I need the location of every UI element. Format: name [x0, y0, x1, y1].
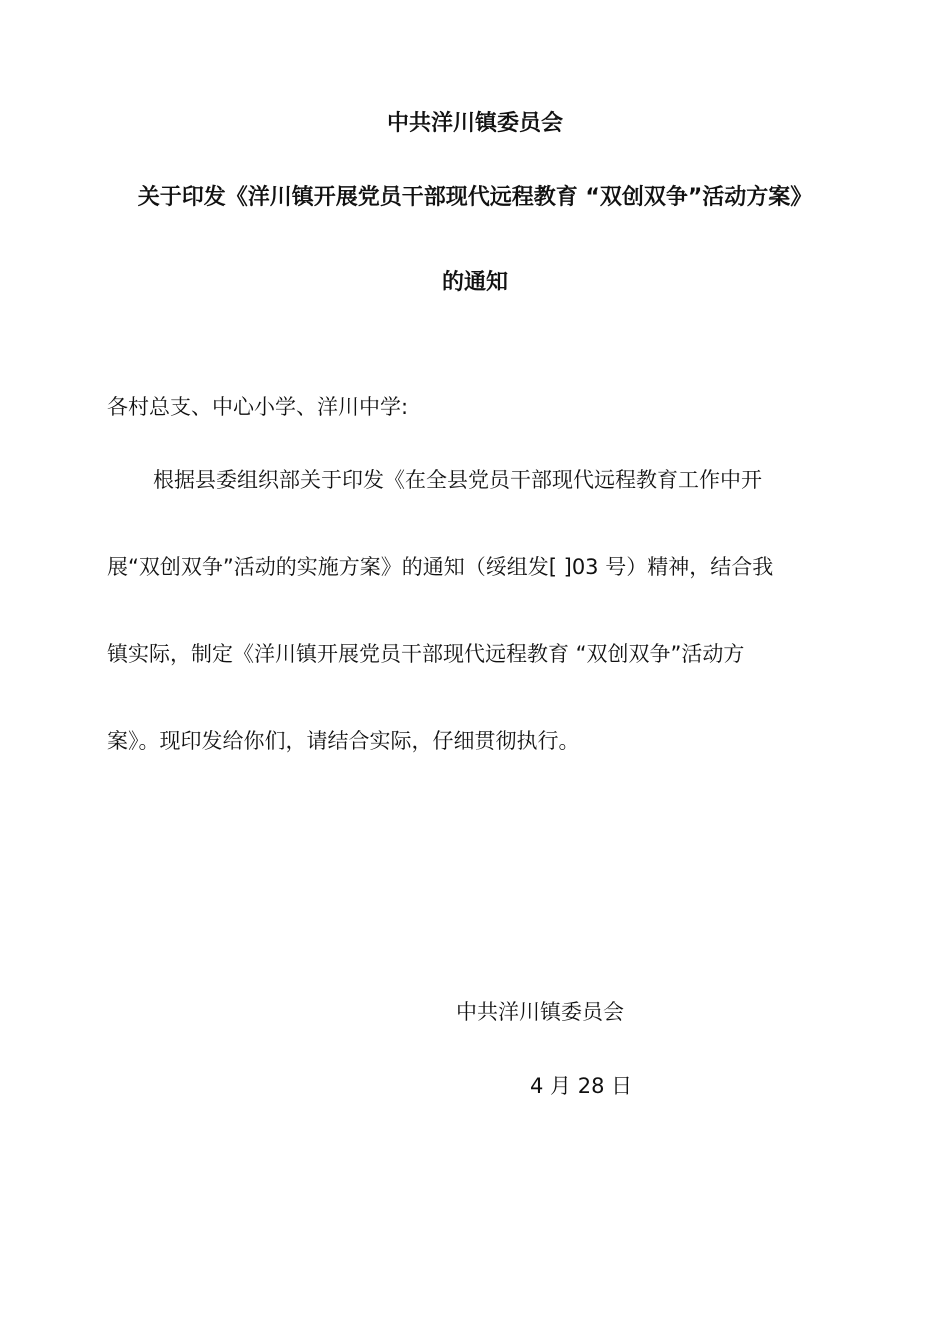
salutation: 各村总支、中心小学、洋川中学: — [107, 395, 409, 419]
document-title-line-1: 中共洋川镇委员会 — [386, 111, 563, 136]
body-line: 展“双创双争”活动的实施方案》的通知（绥组发[ ]03 号）精神，结合我 — [107, 555, 774, 579]
signature: 中共洋川镇委员会 — [456, 1000, 624, 1024]
body-line: 根据县委组织部关于印发《在全县党员干部现代远程教育工作中开 — [153, 468, 762, 492]
body-line: 镇实际，制定《洋川镇开展党员干部现代远程教育 “双创双争”活动方 — [107, 642, 745, 666]
signature-date: 4 月 28 日 — [530, 1074, 633, 1098]
document-title-line-2: 关于印发《洋川镇开展党员干部现代远程教育 “双创双争”活动方案》 — [137, 185, 813, 210]
body-line: 案》。现印发给你们，请结合实际，仔细贯彻执行。 — [107, 729, 580, 753]
document-title-line-3: 的通知 — [441, 270, 508, 295]
